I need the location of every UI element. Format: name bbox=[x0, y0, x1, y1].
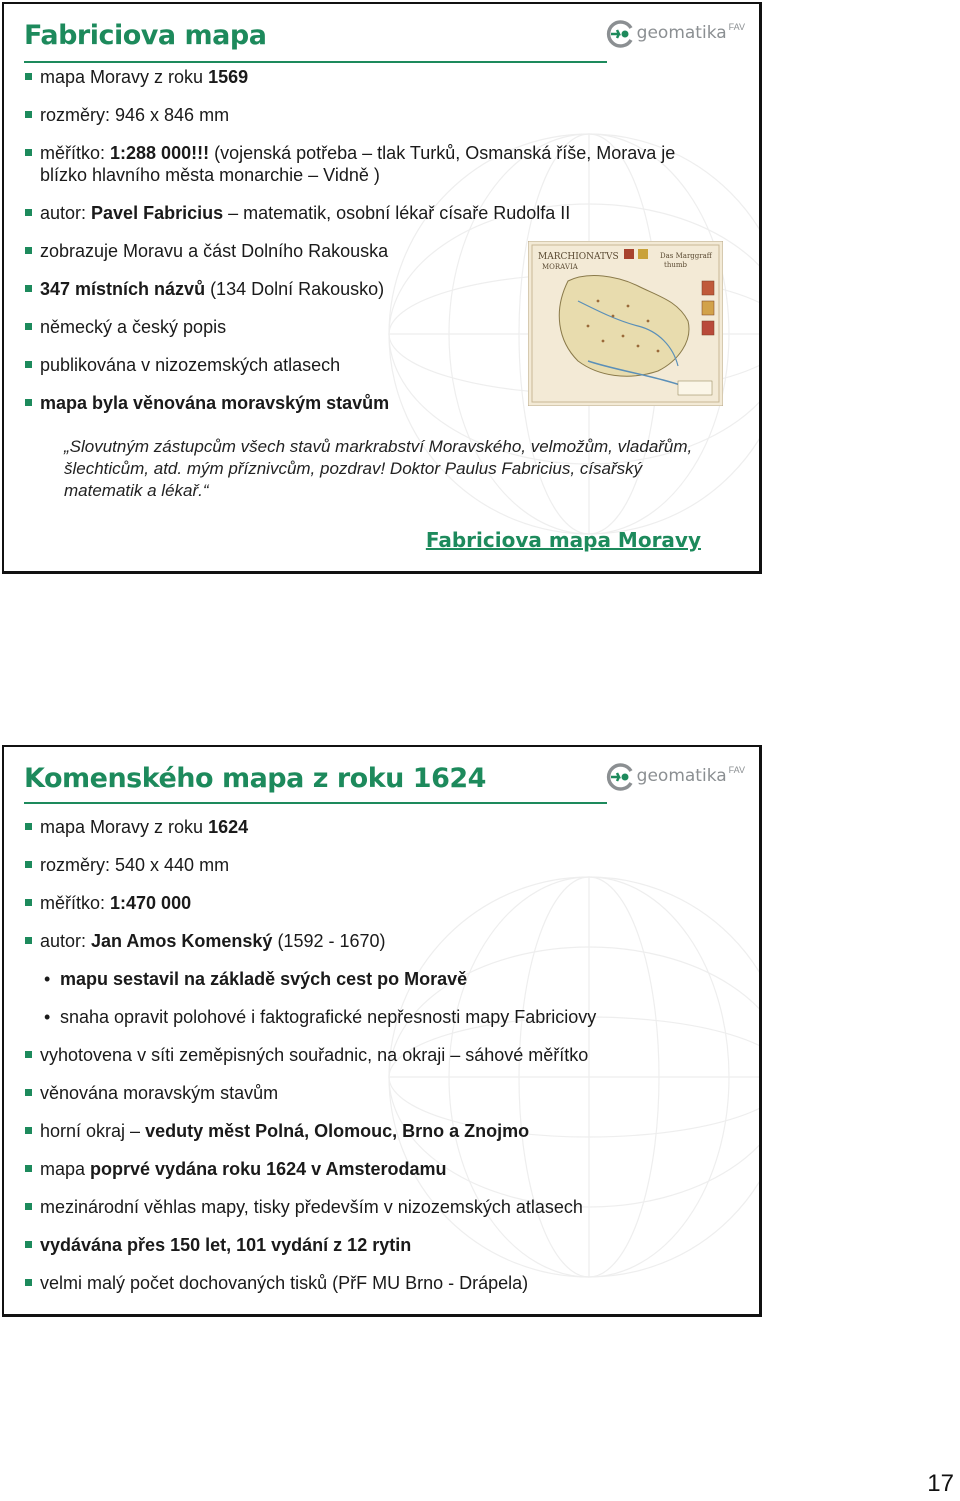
bullet-text-pre: měřítko: bbox=[40, 143, 111, 163]
bullet-text-pre: rozměry: 540 x 440 mm bbox=[40, 855, 230, 875]
slide-title: Komenského mapa z roku 1624 bbox=[24, 763, 486, 794]
bullet-text-bold: mapu sestavil na základě svých cest po Moravě bbox=[60, 969, 468, 989]
bullet-text-pre: německý a český popis bbox=[40, 317, 227, 337]
bullet-item bbox=[24, 142, 724, 186]
bullet-item bbox=[24, 1196, 724, 1218]
bullet-text-bold: veduty měst Polná, Olomouc, Brno a Znojmo bbox=[145, 1121, 530, 1141]
bullet-item bbox=[24, 1272, 724, 1294]
bullet-text-pre: mapa bbox=[40, 1159, 91, 1179]
bullet-text-post: (134 Dolní Rakousko) bbox=[205, 279, 385, 299]
bullet-text-pre: velmi malý počet dochovaných tisků (PřF MU Brno - Drápela) bbox=[40, 1273, 529, 1293]
bullet-text-pre: mapa Moravy z roku bbox=[40, 817, 209, 837]
logo-text: geomatika bbox=[636, 23, 727, 43]
title-underline bbox=[24, 802, 607, 804]
logo-superscript: FAV bbox=[728, 765, 745, 775]
bullet-text-pre: měřítko: bbox=[40, 893, 111, 913]
bullet-text-pre: věnována moravským stavům bbox=[40, 1083, 279, 1103]
slide-komenskeho-mapa bbox=[2, 745, 762, 1317]
bullet-text-bold: Jan Amos Komenský bbox=[91, 931, 273, 951]
bullet-text-pre: vyhotovena v síti zeměpisných souřadnic, na okraji – sáhové měřítko bbox=[40, 1045, 589, 1065]
bullet-text-bold: Pavel Fabricius bbox=[91, 203, 224, 223]
map-title-right-2: thumb bbox=[664, 261, 687, 269]
geomatika-logo-icon bbox=[605, 20, 635, 48]
bullet-text-bold: 347 místních názvů bbox=[40, 279, 206, 299]
bullet-item bbox=[24, 892, 724, 914]
bullet-item bbox=[24, 1158, 724, 1180]
bullet-item bbox=[24, 1044, 724, 1066]
page-number: 17 bbox=[927, 1470, 954, 1497]
bullet-text-bold: mapa byla věnována moravským stavům bbox=[40, 393, 390, 413]
slide-fabriciova-mapa bbox=[2, 2, 762, 574]
bullet-text-pre: mezinárodní věhlas mapy, tisky především v nizozemských atlasech bbox=[40, 1197, 583, 1217]
bullet-text-pre: horní okraj – bbox=[40, 1121, 146, 1141]
sub-bullet-item bbox=[40, 1006, 724, 1028]
geomatika-logo bbox=[605, 20, 745, 48]
bullet-text-post: (vojenská potřeba – tlak Turků, Osmanská říše, Morava je blízko hlavního města monarchie – Vidně ) bbox=[40, 143, 676, 185]
bullet-text-pre: rozměry: 946 x 846 mm bbox=[40, 105, 230, 125]
bullet-text-pre: publikována v nizozemských atlasech bbox=[40, 355, 341, 375]
bullet-item bbox=[24, 104, 724, 126]
fabriciova-mapa-moravy-link[interactable]: Fabriciova mapa Moravy bbox=[425, 528, 701, 552]
bullet-item bbox=[24, 202, 724, 224]
bullet-text-bold: 1:288 000!!! bbox=[110, 143, 210, 163]
slide-title: Fabriciova mapa bbox=[24, 20, 267, 51]
bullet-text-bold: 1569 bbox=[208, 67, 249, 87]
map-title-left-1: MARCHIONATVS bbox=[538, 252, 619, 262]
map-title-left-2: MORAVIA bbox=[542, 263, 578, 271]
bullet-text-post: (1592 - 1670) bbox=[272, 931, 386, 951]
dedication-quote: „Slovutným zástupcům všech stavů markrabství Moravského, velmožům, vladařům, šlechticům, atd. mým příznivcům, pozdrav! Doktor Paulus Fabricius, císařský matematik a lékař.“ bbox=[64, 437, 693, 500]
logo-superscript: FAV bbox=[728, 22, 745, 32]
sub-bullet-list bbox=[40, 968, 724, 1028]
bullet-text-pre: zobrazuje Moravu a část Dolního Rakouska bbox=[40, 241, 389, 261]
bullet-text-pre: autor: bbox=[40, 931, 92, 951]
bullet-item bbox=[24, 854, 724, 876]
logo-text: geomatika bbox=[636, 766, 727, 786]
bullet-item bbox=[24, 1082, 724, 1104]
geomatika-logo-icon bbox=[605, 763, 635, 791]
bullet-list bbox=[24, 816, 724, 1310]
bullet-item bbox=[24, 816, 724, 838]
bullet-text-pre: snaha opravit polohové i faktografické nepřesnosti mapy Fabriciovy bbox=[60, 1007, 597, 1027]
fabricius-map-image bbox=[528, 241, 723, 406]
bullet-text-pre: autor: bbox=[40, 203, 92, 223]
geomatika-logo bbox=[605, 763, 745, 791]
bullet-item bbox=[24, 1234, 724, 1256]
bullet-text-pre: mapa Moravy z roku bbox=[40, 67, 209, 87]
bullet-text-bold: poprvé vydána roku 1624 v Amsterodamu bbox=[90, 1159, 447, 1179]
bullet-item bbox=[24, 930, 724, 1028]
bullet-text-bold: 1624 bbox=[208, 817, 249, 837]
title-underline bbox=[24, 61, 607, 63]
bullet-text-bold: 1:470 000 bbox=[110, 893, 192, 913]
map-title-right-1: Das Marggraff bbox=[660, 252, 712, 260]
bullet-text-bold: vydávána přes 150 let, 101 vydání z 12 rytin bbox=[40, 1235, 412, 1255]
bullet-item bbox=[24, 66, 724, 88]
bullet-item bbox=[24, 1120, 724, 1142]
sub-bullet-item bbox=[40, 968, 724, 990]
bullet-text-post: – matematik, osobní lékař císaře Rudolfa II bbox=[223, 203, 571, 223]
